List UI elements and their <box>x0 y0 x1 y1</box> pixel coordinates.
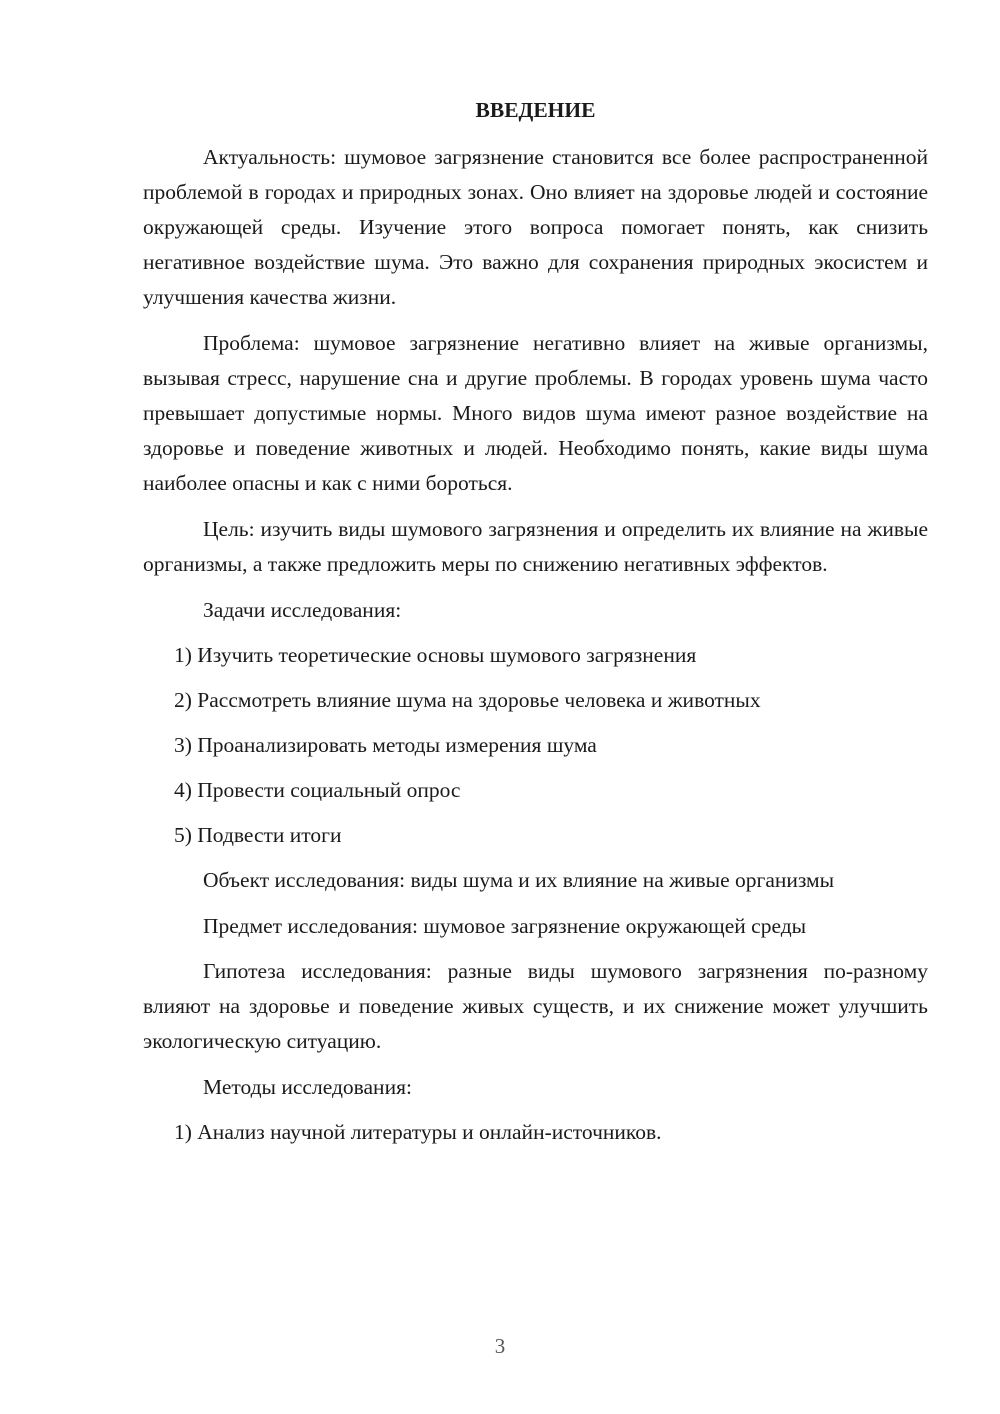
tasks-heading: Задачи исследования: <box>203 598 402 622</box>
page-number: 3 <box>494 1334 506 1358</box>
subject-paragraph: Предмет исследования: шумовое загрязнение окружающей среды <box>203 914 807 938</box>
method-item: 1) Анализ научной литературы и онлайн-источников. <box>174 1120 662 1144</box>
tasks-list <box>143 638 928 853</box>
goal-paragraph: Цель: изучить виды шумового загрязнения и определить их влияние на живые организмы, а также предложить меры по снижению негативных эффектов. <box>143 517 928 576</box>
section-title: ВВЕДЕНИЕ <box>475 98 596 122</box>
task-item: 4) Провести социальный опрос <box>174 778 461 802</box>
task-item: 1) Изучить теоретические основы шумового загрязнения <box>174 643 697 667</box>
relevance-paragraph: Актуальность: шумовое загрязнение становится все более распространенной проблемой в городах и природных зонах. Оно влияет на здоровье людей и состояние окружающей среды. Изучение этого вопроса помогает понять, как снизить негативное воздействие шума. Это важно для сохранения природных экосистем и улучшения качества жизни. <box>143 145 928 309</box>
object-paragraph: Объект исследования: виды шума и их влияние на живые организмы <box>203 868 835 892</box>
task-item: 5) Подвести итоги <box>174 823 342 847</box>
methods-list <box>143 1115 928 1150</box>
task-item: 3) Проанализировать методы измерения шума <box>174 733 597 757</box>
task-item: 2) Рассмотреть влияние шума на здоровье человека и животных <box>174 688 761 712</box>
methods-heading: Методы исследования: <box>203 1075 412 1099</box>
problem-paragraph: Проблема: шумовое загрязнение негативно влияет на живые организмы, вызывая стресс, нарушение сна и другие проблемы. В городах уровень шума часто превышает допустимые нормы. Много видов шума имеют разное воздействие на здоровье и поведение животных и людей. Необходимо понять, какие виды шума наиболее опасны и как с ними бороться. <box>143 331 928 495</box>
page-content <box>143 94 928 1160</box>
hypothesis-paragraph: Гипотеза исследования: разные виды шумового загрязнения по-разному влияют на здоровье и поведение живых существ, и их снижение может улучшить экологическую ситуацию. <box>143 959 928 1053</box>
